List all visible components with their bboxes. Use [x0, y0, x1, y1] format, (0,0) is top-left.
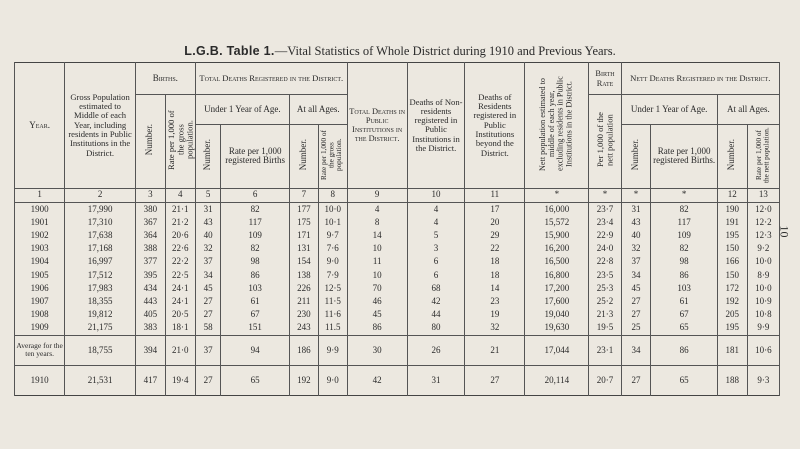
col-number: 8 — [318, 188, 347, 202]
table-cell: 17,168 — [65, 242, 136, 255]
table-cell: 17,638 — [65, 229, 136, 242]
table-cell: 138 — [289, 269, 318, 282]
table-cell: 18·1 — [165, 322, 195, 336]
col-number: 7 — [289, 188, 318, 202]
table-cell: 166 — [717, 256, 747, 269]
col-number: 5 — [195, 188, 221, 202]
table-cell: 23·1 — [589, 335, 621, 365]
table-cell: 20,114 — [525, 365, 589, 395]
table-cell: 70 — [347, 282, 407, 295]
year-cell: 1910 — [15, 365, 65, 395]
column-number-row — [15, 188, 780, 202]
table-cell: 380 — [135, 202, 165, 216]
table-cell: 4 — [407, 202, 465, 216]
table-cell: 377 — [135, 256, 165, 269]
header-nett-under1-number: Number. — [621, 125, 651, 189]
table-cell: 367 — [135, 216, 165, 229]
table-cell: 19,630 — [525, 322, 589, 336]
table-title — [0, 44, 800, 59]
table-cell: 86 — [347, 322, 407, 336]
table-cell: 4 — [407, 216, 465, 229]
table-cell: 98 — [221, 256, 289, 269]
table-cell: 8 — [347, 216, 407, 229]
col-number: 10 — [407, 188, 465, 202]
table-cell: 103 — [651, 282, 717, 295]
table-cell: 15,572 — [525, 216, 589, 229]
table-cell: 65 — [651, 365, 717, 395]
average-label: Average for the ten years. — [15, 335, 65, 365]
table-cell: 21 — [465, 335, 525, 365]
table-cell: 27 — [195, 295, 221, 308]
table-cell: 22·5 — [165, 269, 195, 282]
table-cell: 243 — [289, 322, 318, 336]
col-number: 11 — [465, 188, 525, 202]
year-cell: 1908 — [15, 308, 65, 321]
table-cell: 9·2 — [747, 242, 779, 255]
header-under1-number: Number. — [195, 125, 221, 189]
table-cell: 22·8 — [589, 256, 621, 269]
table-cell: 34 — [621, 269, 651, 282]
table-cell: 10 — [347, 242, 407, 255]
col-number: * — [621, 188, 651, 202]
table-cell: 405 — [135, 308, 165, 321]
table-cell: 8·9 — [747, 269, 779, 282]
table-cell: 17,983 — [65, 282, 136, 295]
table-cell: 43 — [621, 216, 651, 229]
table-cell: 29 — [465, 229, 525, 242]
table-cell: 20 — [465, 216, 525, 229]
year-cell: 1906 — [15, 282, 65, 295]
table-cell: 16,800 — [525, 269, 589, 282]
year-cell: 1904 — [15, 256, 65, 269]
table-cell: 31 — [621, 202, 651, 216]
year-cell: 1903 — [15, 242, 65, 255]
table-row — [15, 216, 780, 229]
table-cell: 3 — [407, 242, 465, 255]
current-year-row — [15, 365, 780, 395]
table-row — [15, 308, 780, 321]
year-cell: 1900 — [15, 202, 65, 216]
table-cell: 205 — [717, 308, 747, 321]
table-cell: 23·5 — [589, 269, 621, 282]
table-cell: 186 — [289, 335, 318, 365]
table-cell: 94 — [221, 335, 289, 365]
table-cell: 177 — [289, 202, 318, 216]
col-number: 2 — [65, 188, 136, 202]
header-nett-deaths: Nett Deaths Registered in the District. — [621, 63, 779, 95]
page-number: 10 — [777, 225, 792, 238]
table-cell: 10 — [347, 269, 407, 282]
table-cell: 32 — [621, 242, 651, 255]
table-cell: 10·6 — [747, 335, 779, 365]
table-cell: 11·5 — [318, 295, 347, 308]
col-number: 12 — [717, 188, 747, 202]
header-all-ages-number: Number. — [289, 125, 318, 189]
header-births-rate: Rate per 1,000 of the gross population. — [165, 95, 195, 189]
table-cell: 19·4 — [165, 365, 195, 395]
table-cell: 20·7 — [589, 365, 621, 395]
table-cell: 82 — [221, 202, 289, 216]
table-cell: 192 — [717, 295, 747, 308]
table-cell: 21·3 — [589, 308, 621, 321]
table-cell: 7·9 — [318, 269, 347, 282]
header-birth-rate-sub: Per 1,000 of the nett population — [589, 95, 621, 189]
header-all-ages-rate: Rate per 1,000 of the gross population. — [318, 125, 347, 189]
table-cell: 443 — [135, 295, 165, 308]
table-cell: 6 — [407, 269, 465, 282]
table-cell: 98 — [651, 256, 717, 269]
table-row — [15, 256, 780, 269]
header-births-number: Number. — [135, 95, 165, 189]
table-cell: 34 — [621, 335, 651, 365]
table-cell: 27 — [621, 308, 651, 321]
table-cell: 30 — [347, 335, 407, 365]
col-number: * — [589, 188, 621, 202]
table-cell: 61 — [651, 295, 717, 308]
col-number: 6 — [221, 188, 289, 202]
table-cell: 24·0 — [589, 242, 621, 255]
table-cell: 22·2 — [165, 256, 195, 269]
table-cell: 82 — [221, 242, 289, 255]
table-cell: 67 — [221, 308, 289, 321]
table-cell: 17 — [465, 202, 525, 216]
table-cell: 6 — [407, 256, 465, 269]
header-all-ages: At all Ages. — [289, 95, 347, 125]
table-cell: 188 — [717, 365, 747, 395]
table-cell: 12·5 — [318, 282, 347, 295]
table-cell: 20·6 — [165, 229, 195, 242]
table-cell: 26 — [407, 335, 465, 365]
header-nett-all-ages-number: Number. — [717, 125, 747, 189]
table-cell: 45 — [195, 282, 221, 295]
table-cell: 9·9 — [747, 322, 779, 336]
table-cell: 22·9 — [589, 229, 621, 242]
table-cell: 40 — [195, 229, 221, 242]
table-cell: 23·4 — [589, 216, 621, 229]
year-cell: 1902 — [15, 229, 65, 242]
table-cell: 11·6 — [318, 308, 347, 321]
table-row — [15, 229, 780, 242]
year-cell: 1909 — [15, 322, 65, 336]
col-number: 3 — [135, 188, 165, 202]
table-cell: 388 — [135, 242, 165, 255]
table-cell: 5 — [407, 229, 465, 242]
table-cell: 15,900 — [525, 229, 589, 242]
table-cell: 171 — [289, 229, 318, 242]
table-cell: 21·1 — [165, 202, 195, 216]
table-cell: 21,531 — [65, 365, 136, 395]
year-cell: 1907 — [15, 295, 65, 308]
table-cell: 9·7 — [318, 229, 347, 242]
col-number: 9 — [347, 188, 407, 202]
table-cell: 25·3 — [589, 282, 621, 295]
table-cell: 23·7 — [589, 202, 621, 216]
table-row — [15, 295, 780, 308]
year-cell: 1901 — [15, 216, 65, 229]
table-cell: 65 — [221, 365, 289, 395]
table-cell: 58 — [195, 322, 221, 336]
table-cell: 10·0 — [747, 282, 779, 295]
table-cell: 86 — [221, 269, 289, 282]
table-cell: 16,500 — [525, 256, 589, 269]
table-cell: 18,755 — [65, 335, 136, 365]
title-text: —Vital Statistics of Whole District during 1910 and Previous Years. — [274, 44, 616, 58]
table-cell: 20·5 — [165, 308, 195, 321]
year-cell: 1905 — [15, 269, 65, 282]
table-cell: 10·8 — [747, 308, 779, 321]
header-total-deaths-public: Total Deaths in Public Institutions in the District. — [347, 63, 407, 189]
table-row — [15, 202, 780, 216]
table-cell: 117 — [221, 216, 289, 229]
table-cell: 25 — [621, 322, 651, 336]
table-cell: 27 — [621, 365, 651, 395]
table-row — [15, 282, 780, 295]
table-cell: 395 — [135, 269, 165, 282]
table-cell: 34 — [195, 269, 221, 282]
header-nett-under1-rate: Rate per 1,000 registered Births. — [651, 125, 717, 189]
table-cell: 46 — [347, 295, 407, 308]
table-cell: 61 — [221, 295, 289, 308]
table-cell: 27 — [195, 365, 221, 395]
table-cell: 27 — [621, 295, 651, 308]
table-cell: 190 — [717, 202, 747, 216]
table-cell: 150 — [717, 242, 747, 255]
table-cell: 21·0 — [165, 335, 195, 365]
table-cell: 82 — [651, 242, 717, 255]
header-births: Births. — [135, 63, 195, 95]
table-cell: 19 — [465, 308, 525, 321]
vital-statistics-table — [14, 62, 780, 396]
table-cell: 12·2 — [747, 216, 779, 229]
header-year: Year. — [15, 63, 65, 189]
col-number: * — [651, 188, 717, 202]
header-birth-rate: Birth Rate — [589, 63, 621, 95]
table-cell: 24·1 — [165, 282, 195, 295]
table-cell: 19,040 — [525, 308, 589, 321]
table-cell: 16,997 — [65, 256, 136, 269]
header-deaths-nonresidents: Deaths of Non-residents registered in Public Institutions in the District. — [407, 63, 465, 189]
table-cell: 117 — [651, 216, 717, 229]
table-cell: 150 — [717, 269, 747, 282]
title-prefix: L.G.B. Table 1. — [184, 44, 275, 58]
table-cell: 19,812 — [65, 308, 136, 321]
table-cell: 154 — [289, 256, 318, 269]
col-number: 4 — [165, 188, 195, 202]
table-cell: 11.5 — [318, 322, 347, 336]
table-cell: 9·0 — [318, 256, 347, 269]
table-cell: 17,512 — [65, 269, 136, 282]
table-cell: 195 — [717, 322, 747, 336]
table-cell: 9·3 — [747, 365, 779, 395]
table-cell: 10·0 — [747, 256, 779, 269]
table-cell: 22·6 — [165, 242, 195, 255]
table-cell: 19·5 — [589, 322, 621, 336]
table-cell: 181 — [717, 335, 747, 365]
table-cell: 44 — [407, 308, 465, 321]
table-cell: 45 — [347, 308, 407, 321]
table-cell: 172 — [717, 282, 747, 295]
table-cell: 131 — [289, 242, 318, 255]
table-cell: 18,355 — [65, 295, 136, 308]
header-nett-population: Nett population estimated to middle of each year, excluding residents in Public Institutions in the District. — [525, 63, 589, 189]
table-cell: 37 — [195, 256, 221, 269]
table-cell: 394 — [135, 335, 165, 365]
table-cell: 230 — [289, 308, 318, 321]
table-cell: 195 — [717, 229, 747, 242]
table-cell: 12·3 — [747, 229, 779, 242]
table-cell: 17,200 — [525, 282, 589, 295]
col-number: * — [525, 188, 589, 202]
table-cell: 86 — [651, 269, 717, 282]
table-cell: 109 — [651, 229, 717, 242]
table-row — [15, 242, 780, 255]
col-number: 13 — [747, 188, 779, 202]
table-cell: 27 — [465, 365, 525, 395]
header-under1-rate: Rate per 1,000 registered Births — [221, 125, 289, 189]
table-cell: 417 — [135, 365, 165, 395]
table-cell: 31 — [195, 202, 221, 216]
header-nett-all-ages-rate: Rate per 1,000 of the nett population. — [747, 125, 779, 189]
header-nett-under1: Under 1 Year of Age. — [621, 95, 717, 125]
table-cell: 226 — [289, 282, 318, 295]
table-cell: 45 — [621, 282, 651, 295]
table-cell: 16,200 — [525, 242, 589, 255]
table-cell: 37 — [195, 335, 221, 365]
table-cell: 12·0 — [747, 202, 779, 216]
table-cell: 11 — [347, 256, 407, 269]
table-cell: 10·0 — [318, 202, 347, 216]
table-cell: 434 — [135, 282, 165, 295]
table-row — [15, 269, 780, 282]
table-cell: 24·1 — [165, 295, 195, 308]
average-row — [15, 335, 780, 365]
table-cell: 192 — [289, 365, 318, 395]
header-under1: Under 1 Year of Age. — [195, 95, 289, 125]
table-cell: 23 — [465, 295, 525, 308]
header-deaths-residents-beyond: Deaths of Residents registered in Public Institutions beyond the District. — [465, 63, 525, 189]
table-cell: 21·2 — [165, 216, 195, 229]
table-cell: 18 — [465, 256, 525, 269]
col-number: 1 — [15, 188, 65, 202]
table-cell: 175 — [289, 216, 318, 229]
header-nett-all-ages: At all Ages. — [717, 95, 779, 125]
table-cell: 109 — [221, 229, 289, 242]
table-cell: 17,310 — [65, 216, 136, 229]
table-cell: 40 — [621, 229, 651, 242]
table-cell: 68 — [407, 282, 465, 295]
table-cell: 25·2 — [589, 295, 621, 308]
table-cell: 103 — [221, 282, 289, 295]
table-cell: 14 — [347, 229, 407, 242]
header-gross-population: Gross Population estimated to Middle of each Year, including residents in Public Institutions in the District. — [65, 63, 136, 189]
table-cell: 4 — [347, 202, 407, 216]
table-cell: 211 — [289, 295, 318, 308]
table-cell: 9·0 — [318, 365, 347, 395]
table-cell: 42 — [347, 365, 407, 395]
table-cell: 21,175 — [65, 322, 136, 336]
table-cell: 16,000 — [525, 202, 589, 216]
table-cell: 27 — [195, 308, 221, 321]
table-cell: 32 — [195, 242, 221, 255]
table-cell: 17,990 — [65, 202, 136, 216]
table-cell: 31 — [407, 365, 465, 395]
table-cell: 32 — [465, 322, 525, 336]
table-cell: 86 — [651, 335, 717, 365]
table-cell: 82 — [651, 202, 717, 216]
header-total-deaths-registered: Total Deaths Registered in the District. — [195, 63, 347, 95]
table-cell: 67 — [651, 308, 717, 321]
table-cell: 151 — [221, 322, 289, 336]
table-cell: 18 — [465, 269, 525, 282]
table-cell: 383 — [135, 322, 165, 336]
table-cell: 9·9 — [318, 335, 347, 365]
table-cell: 80 — [407, 322, 465, 336]
table-cell: 65 — [651, 322, 717, 336]
table-cell: 42 — [407, 295, 465, 308]
table-cell: 10·1 — [318, 216, 347, 229]
table-cell: 37 — [621, 256, 651, 269]
table-cell: 14 — [465, 282, 525, 295]
table-cell: 17,600 — [525, 295, 589, 308]
table-cell: 43 — [195, 216, 221, 229]
table-row — [15, 322, 780, 336]
table-cell: 7·6 — [318, 242, 347, 255]
table-cell: 22 — [465, 242, 525, 255]
table-cell: 10·9 — [747, 295, 779, 308]
table-cell: 364 — [135, 229, 165, 242]
table-cell: 17,044 — [525, 335, 589, 365]
table-cell: 191 — [717, 216, 747, 229]
